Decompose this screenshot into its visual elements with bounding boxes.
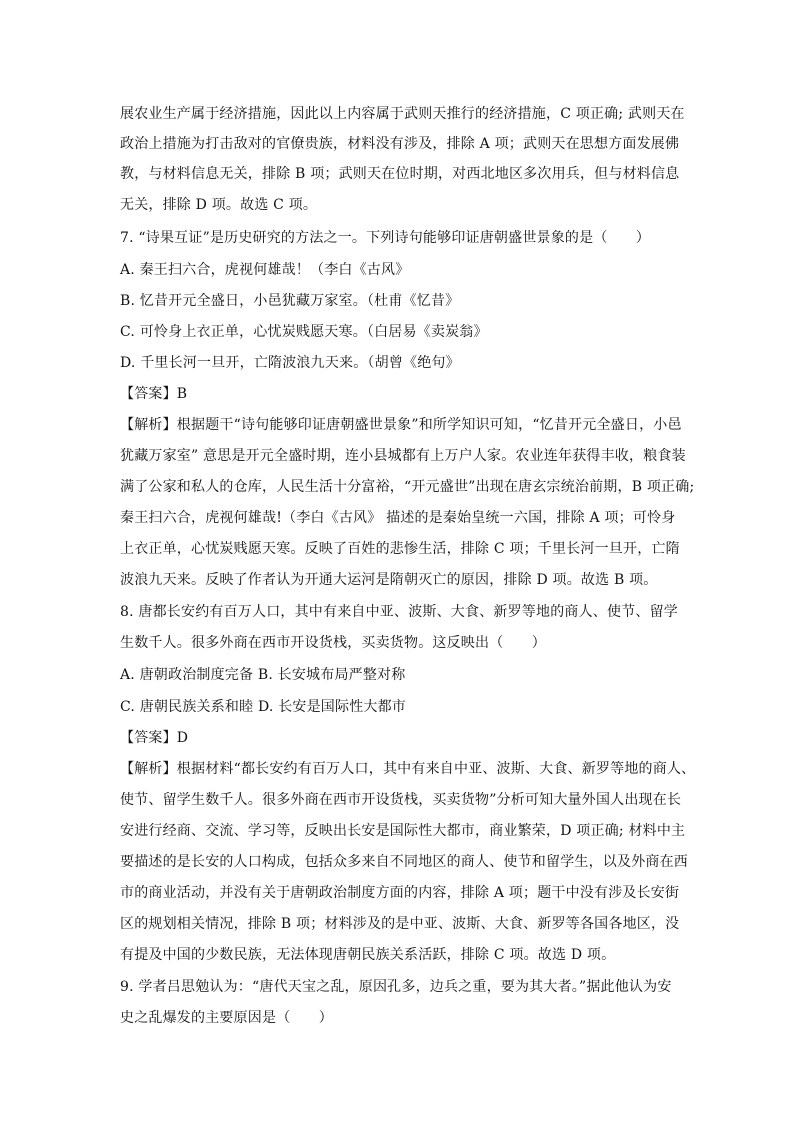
- question-7: 7. “诗果互证”是历史研究的方法之一。下列诗句能够印证唐朝盛世景象的是（ ）: [120, 230, 651, 246]
- analysis-line: 市的商业活动，并没有关于唐朝政治制度方面的内容，排除 A 项；题干中没有涉及长安街: [120, 885, 680, 901]
- analysis-line: 犹藏万家室” 意思是开元全盛时期，连小县城都有上万户人家。农业连年获得丰收，粮食装: [120, 448, 686, 464]
- text-line: 政治上措施为打击敌对的官僚贵族，材料没有涉及，排除 A 项；武则天在思想方面发展佛: [120, 136, 680, 152]
- option-b: B. 忆昔开元全盛日，小邑犹藏万家室。（杜甫《忆昔》: [120, 293, 460, 309]
- analysis-line: 区的规划相关情况，排除 B 项；材料涉及的是中亚、波斯、大食、新罗等各国各地区，没: [120, 916, 680, 932]
- options-ab: A. 唐朝政治制度完备 B. 长安城布局严整对称: [120, 667, 406, 683]
- analysis-line: 【解析】根据材料“都长安约有百万人口，其中有来自中亚、波斯、大食、新罗等地的商人、: [120, 761, 696, 777]
- analysis-line: 要描述的是长安的人口构成，包括众多来自不同地区的商人、使节和留学生，以及外商在西: [120, 854, 688, 870]
- analysis-line: 安进行经商、交流、学习等，反映出长安是国际性大都市，商业繁荣，D 项正确; 材料中主: [120, 823, 686, 839]
- options-cd: C. 唐朝民族关系和睦 D. 长安是国际性大都市: [120, 699, 406, 715]
- option-a: A. 秦王扫六合，虎视何雄哉！（李白《古风》: [120, 262, 410, 278]
- analysis-line: 使节、留学生数千人。很多外商在西市开设货栈，买卖货物”分析可知大量外国人出现在长: [120, 792, 682, 808]
- analysis-line: 满了公家和私人的仓库，人民生活十分富裕，“开元盛世”出现在唐玄宗统治前期，B 项正确;: [120, 479, 695, 495]
- question-9: 9. 学者吕思勉认为：“唐代天宝之乱，原因孔多，边兵之重，要为其大者。”据此他认为安: [120, 979, 672, 995]
- answer-8: 【答案】D: [120, 730, 189, 746]
- option-d: D. 千里长河一旦开，亡隋波浪九天来。（胡曾《绝句》: [120, 355, 460, 371]
- analysis-line: 上衣正单，心忧炭贱愿天寒。反映了百姓的悲惨生活，排除 C 项；千里长河一旦开，亡隋: [120, 541, 680, 557]
- option-c: C. 可怜身上衣正单，心忧炭贱愿天寒。（白居易《卖炭翁》: [120, 324, 488, 340]
- analysis-line: 【解析】根据题干“诗句能够印证唐朝盛世景象”和所学知识可知，“忆昔开元全盛日，小邑: [120, 417, 682, 433]
- text-line: 展农业生产属于经济措施，因此以上内容属于武则天推行的经济措施，C 项正确; 武则天在: [120, 106, 685, 122]
- question-9-cont: 史之乱爆发的主要原因是（ ）: [120, 1010, 333, 1026]
- text-line: 无关，排除 D 项。故选 C 项。: [120, 197, 318, 213]
- question-8: 8. 唐都长安约有百万人口，其中有来自中亚、波斯、大食、新罗等地的商人、使节、留学: [120, 604, 679, 620]
- answer-7: 【答案】B: [120, 386, 188, 402]
- analysis-line: 秦王扫六合，虎视何雄哉!（李白《古风》 描述的是秦始皇统一六国，排除 A 项；可怜身: [120, 510, 676, 526]
- text-line: 教，与材料信息无关，排除 B 项；武则天在位时期，对西北地区多次用兵，但与材料信息: [120, 166, 680, 182]
- question-8-cont: 生数千人。很多外商在西市开设货栈，买卖货物。这反映出（ ）: [120, 635, 546, 651]
- analysis-line: 波浪九天来。反映了作者认为开通大运河是隋朝灭亡的原因，排除 D 项。故选 B 项。: [120, 572, 658, 588]
- analysis-line: 有提及中国的少数民族，无法体现唐朝民族关系活跃，排除 C 项。故选 D 项。: [120, 947, 616, 963]
